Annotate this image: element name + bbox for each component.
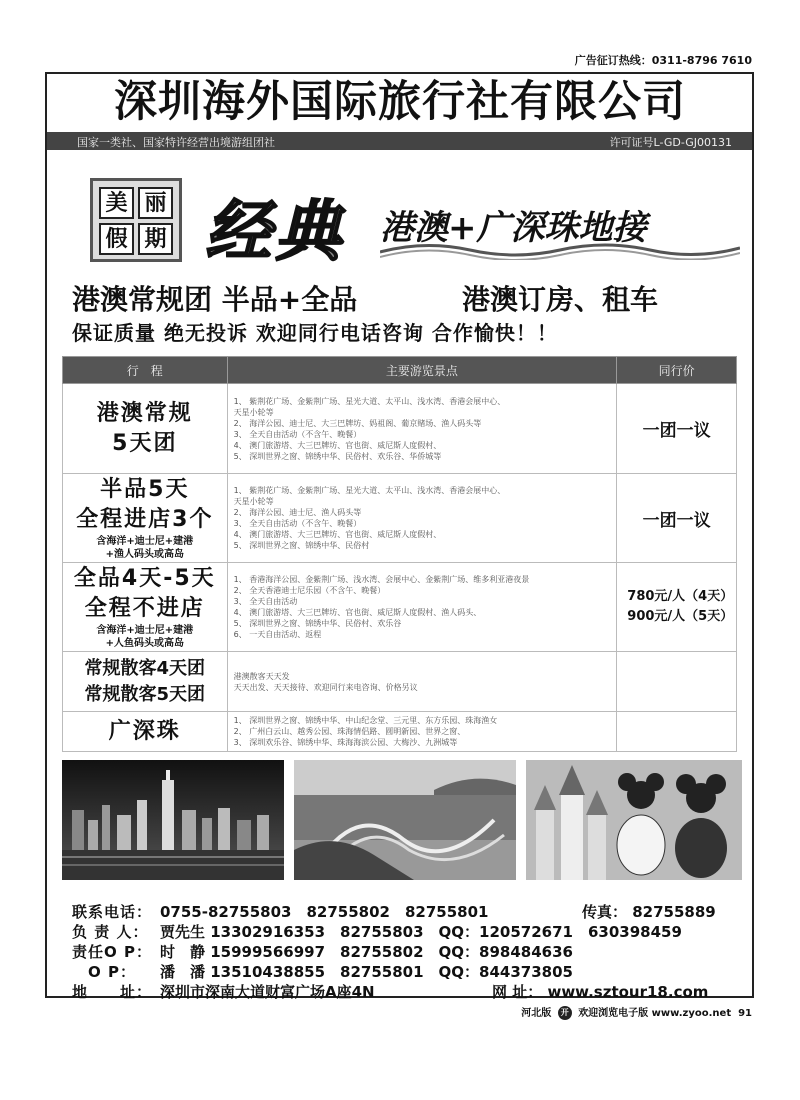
route-note: +人鱼码头或高岛 — [105, 638, 184, 649]
contact-manager-row — [72, 922, 752, 942]
route-cell — [63, 474, 228, 563]
route-line: 常规散客5天团 — [84, 683, 206, 705]
tag-char: 丽 — [138, 187, 173, 219]
tag-char: 美 — [99, 187, 134, 219]
headline-promise: 保证质量 绝无投诉 欢迎同行电话咨询 合作愉快！！ — [72, 321, 558, 345]
route-line: 半品5天 — [100, 477, 190, 502]
contact-address-row — [72, 982, 752, 1002]
hongkong-night-photo — [62, 760, 284, 880]
footer-site[interactable]: www.zyoo.net — [651, 1008, 732, 1019]
spot-line: 5、 深圳世界之窗、锦绣中华、民俗村 — [233, 541, 370, 550]
tag-char: 假 — [99, 223, 134, 255]
contact-block — [72, 902, 752, 1002]
spots-cell — [227, 652, 617, 712]
op1-info: 时 静 15999566997 82755802 QQ：898484636 — [160, 943, 573, 961]
fax — [582, 902, 716, 922]
subtitle-bar — [47, 132, 752, 150]
route-line: 广深珠 — [108, 718, 181, 744]
header-route: 行 程 — [63, 357, 228, 384]
table-row — [63, 652, 737, 712]
route-title: 港澳+广深珠地接 — [380, 208, 647, 248]
web-url[interactable]: www.sztour18.com — [547, 983, 709, 1001]
route-line: 全程进店3个 — [76, 507, 214, 532]
beautiful-holiday-tag — [90, 178, 182, 262]
phone-label: 联系电话： — [72, 903, 153, 921]
headline-tours: 港澳常规团 半品+全品 — [72, 283, 358, 316]
route-cell — [63, 712, 228, 752]
price-cell — [617, 712, 737, 752]
web-label: 网 址： — [492, 983, 543, 1001]
price-cell: 一团一议 — [617, 384, 737, 474]
fax-number: 82755889 — [632, 903, 716, 921]
spots-cell — [227, 474, 617, 563]
spot-line: 天天出发、天天接待、欢迎同行来电咨询、价格另议 — [233, 682, 418, 692]
route-cell — [63, 563, 228, 652]
route-line: 港澳常规 — [96, 400, 193, 426]
header-spots: 主要游览景点 — [227, 357, 617, 384]
manager-label: 负 责 人： — [72, 923, 149, 941]
license-type: 国家一类社、国家特许经营出境游组团社 — [77, 136, 275, 149]
op2-label: O P： — [72, 963, 136, 981]
tag-char: 期 — [138, 223, 173, 255]
contact-phone-row — [72, 902, 752, 922]
spot-line: 4、 澳门旅游塔、大三巴牌坊、官也街、威尼斯人度假村、渔人码头、 — [233, 608, 482, 617]
address-label: 地 址： — [72, 983, 153, 1001]
contact-op1-row — [72, 942, 752, 962]
route-line: 全品4天-5天 — [73, 566, 216, 591]
spot-line: 3、 全天自由活动（不含午、晚餐） — [233, 429, 362, 439]
company-name: 深圳海外国际旅行社有限公司 — [114, 77, 686, 127]
route-line: 5天团 — [112, 430, 178, 456]
price-cell: 一团一议 — [617, 474, 737, 563]
table-header — [63, 357, 737, 384]
spot-line: 3、 全天自由活动 — [233, 597, 298, 606]
logo-icon: 开 — [558, 1006, 572, 1020]
spot-line: 4、 澳门旅游塔、大三巴牌坊、官也街、威尼斯人度假村、 — [233, 530, 442, 539]
theme-park-photo — [294, 760, 516, 880]
spot-line: 天星小轮等 — [233, 407, 274, 417]
address: 深圳市深南大道财富广场A座4N — [160, 983, 375, 1001]
op1-label: 责任O P： — [72, 943, 152, 961]
route-note: 含海洋+迪士尼+建港 — [96, 536, 194, 547]
itinerary-table — [62, 356, 737, 752]
spot-line: 2、 海洋公园、迪士尼、渔人码头等 — [233, 508, 362, 517]
price-5day: 900元/人（5天） — [627, 609, 734, 624]
route-line: 常规散客4天团 — [84, 657, 206, 679]
license-number: 许可证号L-GD-GJ00131 — [609, 136, 732, 149]
spot-line: 1、 深圳世界之窗、锦绣中华、中山纪念堂、三元里、东方乐园、珠海渔女 — [233, 716, 498, 725]
spot-line: 5、 深圳世界之窗、锦绣中华、民俗村、欢乐谷 — [233, 619, 402, 628]
spot-line: 1、 紫荆花广场、金紫荆广场、星光大道、太平山、浅水湾、香港会展中心、 — [233, 396, 506, 406]
spots-cell — [227, 563, 617, 652]
spot-line: 2、 全天香港迪士尼乐园（不含午、晚餐） — [233, 586, 386, 595]
table-row — [63, 384, 737, 474]
spot-line: 3、 深圳欢乐谷、锦绣中华、珠海海滨公园、大梅沙、九洲城等 — [233, 738, 458, 747]
price-4day: 780元/人（4天） — [627, 589, 734, 604]
spot-line: 1、 紫荆花广场、金紫荆广场、星光大道、太平山、浅水湾、香港会展中心、 — [233, 486, 506, 495]
footer-slogan: 欢迎浏览电子版 — [578, 1008, 649, 1019]
spot-line: 天星小轮等 — [233, 497, 274, 506]
route-note: 含海洋+迪士尼+建港 — [96, 625, 194, 636]
route-cell — [63, 384, 228, 474]
website — [492, 982, 708, 1002]
route-note: +渔人码头或高岛 — [105, 549, 184, 560]
route-line: 全程不进店 — [84, 596, 205, 621]
route-cell — [63, 652, 228, 712]
price-cell — [617, 563, 737, 652]
spots-cell — [227, 712, 617, 752]
footer-region: 河北版 — [521, 1008, 552, 1019]
manager-info: 贾先生 13302916353 82755803 QQ：120572671 630398459 — [160, 923, 682, 941]
phone-numbers: 0755-82755803 82755802 82755801 — [160, 903, 489, 921]
classic-title: 经典 — [205, 192, 345, 270]
page-footer — [521, 1004, 752, 1020]
headline-booking: 港澳订房、租车 — [462, 283, 659, 316]
op2-info: 潘 潘 13510438855 82755801 QQ：844373805 — [160, 963, 573, 981]
fax-label: 传真： — [582, 903, 628, 921]
wave-decoration — [380, 240, 740, 260]
spot-line: 4、 澳门旅游塔、大三巴牌坊、官也街、威尼斯人度假村、 — [233, 440, 442, 450]
page-number: 91 — [738, 1008, 752, 1019]
disney-castle-photo — [526, 760, 742, 880]
price-cell — [617, 652, 737, 712]
spot-line: 6、 一天自由活动、返程 — [233, 630, 322, 639]
header-price: 同行价 — [617, 357, 737, 384]
spot-line: 2、 广州白云山、越秀公园、珠海情侣路、圆明新园、世界之窗、 — [233, 727, 466, 736]
spot-line: 港澳散客天天发 — [233, 671, 290, 681]
spot-line: 2、 海洋公园、迪士尼、大三巴牌坊、妈祖阁、葡京赌场、渔人码头等 — [233, 418, 482, 428]
spot-line: 3、 全天自由活动（不含午、晚餐） — [233, 519, 362, 528]
spot-line: 1、 香港海洋公园、金紫荆广场、浅水湾、会展中心、金紫荆广场、维多利亚港夜景 — [233, 575, 530, 584]
table-row — [63, 563, 737, 652]
contact-op2-row — [72, 962, 752, 982]
spot-line: 5、 深圳世界之窗、锦绣中华、民俗村、欢乐谷、华侨城等 — [233, 451, 442, 461]
headline-services — [72, 278, 659, 318]
table-row — [63, 712, 737, 752]
spots-cell — [227, 384, 617, 474]
table-row — [63, 474, 737, 563]
ad-hotline: 广告征订热线：0311-8796 7610 — [574, 54, 752, 67]
